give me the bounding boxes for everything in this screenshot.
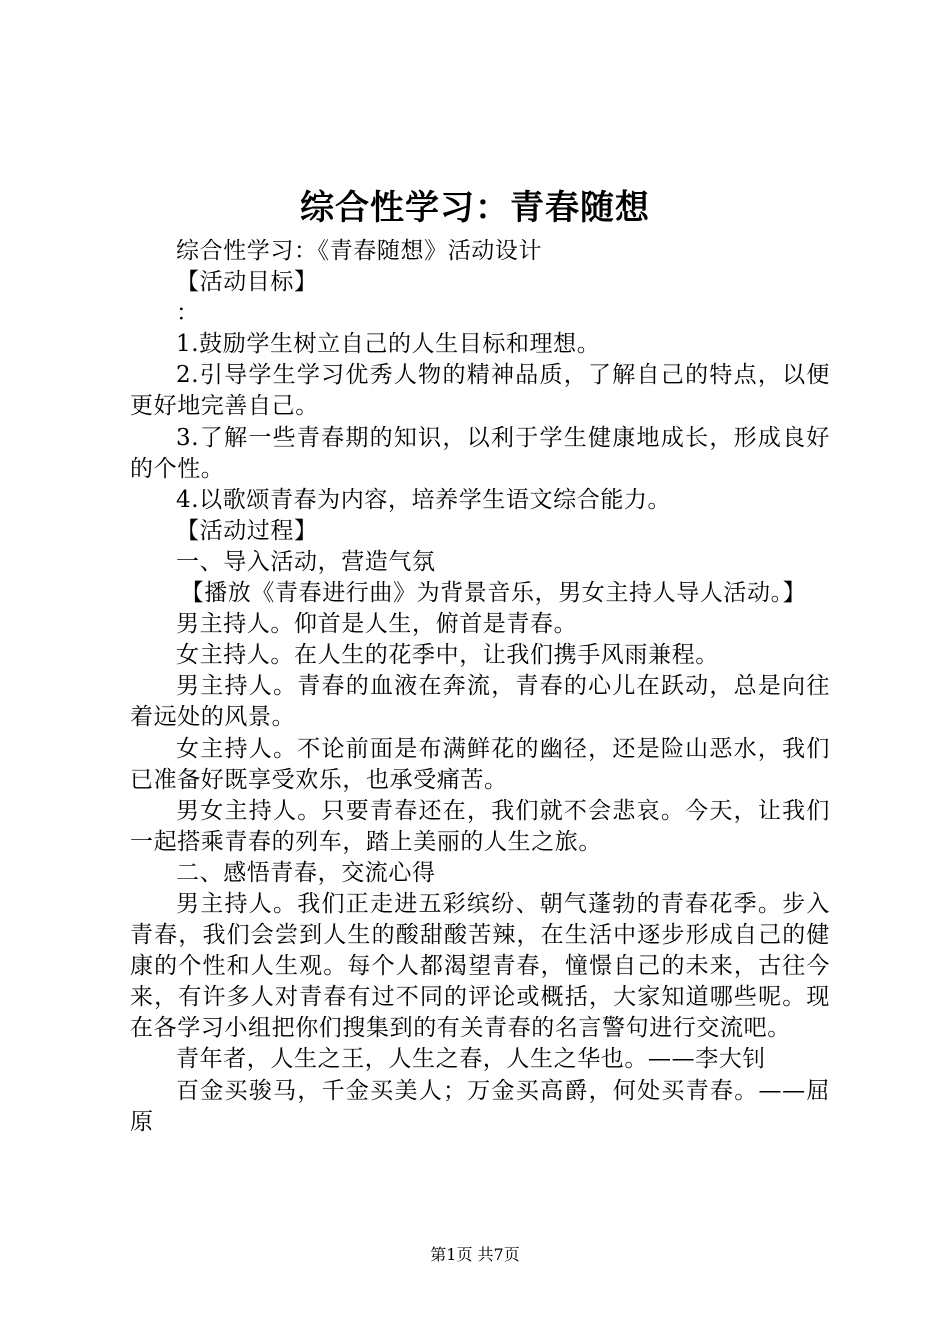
quote: 百金买骏马，千金买美人；万金买高爵，何处买青春。——屈原 xyxy=(130,1077,830,1135)
paragraph: 男女主持人。只要青春还在，我们就不会悲哀。今天，让我们一起搭乘青春的列车，踏上美丽的人生之旅。 xyxy=(130,797,830,855)
paragraph: 【播放《青春进行曲》为背景音乐，男女主持人导人活动。】 xyxy=(180,580,807,607)
section-heading: 【活动目标】 xyxy=(176,269,318,296)
list-item: 1.鼓励学生树立自己的人生目标和理想。 xyxy=(176,331,601,358)
document-body xyxy=(130,236,830,1138)
paragraph: 男主持人。我们正走进五彩缤纷、朝气蓬勃的青春花季。步入青春，我们会尝到人生的酸甜酸苦辣，在生活中逐步形成自己的健康的个性和人生观。每个人都渴望青春，憧憬自己的未来，古往今来，有许多人对青春有过不同的评论或概括，大家知道哪些呢。现在各学习小组把你们搜集到的有关青春的名言警句进行交流吧。 xyxy=(130,890,830,1042)
list-item: 3.了解一些青春期的知识，以利于学生健康地成长，形成良好的个性。 xyxy=(130,424,830,482)
paragraph: 女主持人。在人生的花季中，让我们携手风雨兼程。 xyxy=(176,642,719,669)
paragraph: 男主持人。青春的血液在奔流，青春的心儿在跃动，总是向往着远处的风景。 xyxy=(130,673,830,731)
section-heading: 【活动过程】 xyxy=(176,517,318,544)
document-title: 综合性学习：青春随想 xyxy=(300,188,650,228)
paragraph: 女主持人。不论前面是布满鲜花的幽径，还是险山恶水，我们已准备好既享受欢乐，也承受痛苦。 xyxy=(130,735,830,793)
paragraph: ： xyxy=(176,300,200,327)
subsection-heading: 二、感悟青春，交流心得 xyxy=(176,859,436,886)
paragraph: 综合性学习：《青春随想》活动设计 xyxy=(176,238,543,264)
quote: 青年者，人生之王，人生之春，人生之华也。——李大钊 xyxy=(176,1046,766,1073)
list-item: 4.以歌颂青春为内容，培养学生语文综合能力。 xyxy=(176,486,672,513)
page-footer: 第1页 共7页 xyxy=(430,1245,520,1264)
paragraph: 男主持人。仰首是人生，俯首是青春。 xyxy=(176,611,578,638)
list-item: 2.引导学生学习优秀人物的精神品质，了解自己的特点，以便更好地完善自己。 xyxy=(130,362,830,420)
subsection-heading: 一、导入活动，营造气氛 xyxy=(176,548,436,575)
